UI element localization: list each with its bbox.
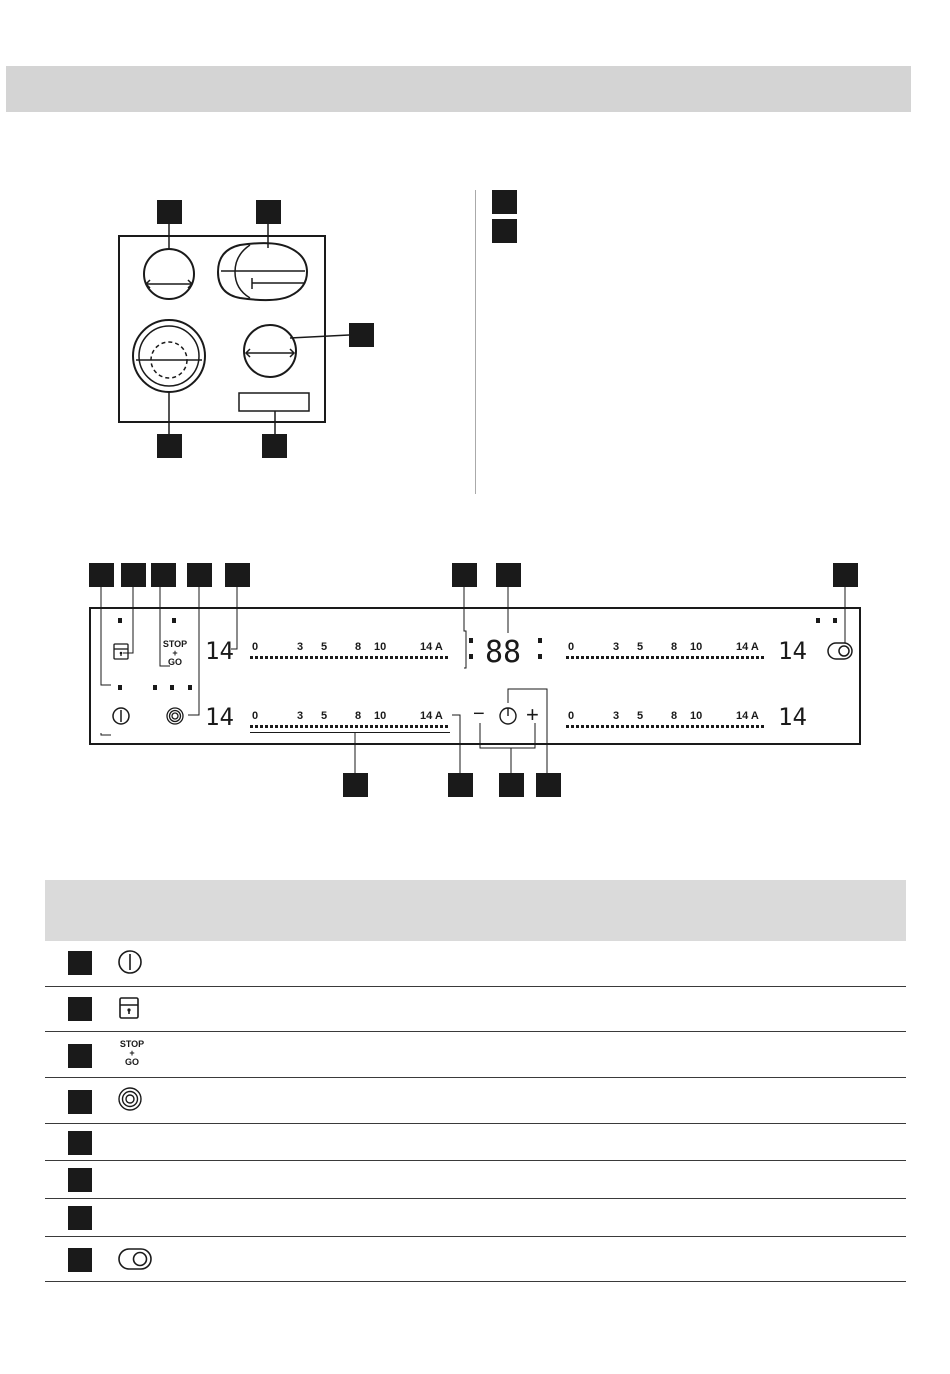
power-display-bottom-left: 14 — [205, 703, 234, 731]
scale-0: 0 — [252, 641, 259, 653]
timer-minus: − — [473, 703, 485, 725]
table-row — [45, 1199, 906, 1237]
power-display-bottom-right: 14 — [778, 703, 807, 731]
table-row — [45, 1237, 906, 1282]
hob-layout-drawing — [100, 190, 400, 470]
column-divider — [475, 190, 476, 494]
zone-bottom-right — [244, 325, 296, 377]
table-row — [45, 1032, 906, 1078]
scale-3: 3 — [297, 641, 304, 653]
stop-go-label: STOP + GO — [162, 639, 188, 667]
hob-layout-diagram — [100, 190, 400, 470]
toggle-icon — [117, 1247, 153, 1276]
callout-box-3 — [349, 323, 374, 347]
timer-plus: + — [526, 702, 539, 727]
zone-top-left — [144, 249, 194, 299]
control-panel-diagram — [88, 563, 863, 803]
slider-bottom-left: 0 3 5 8 10 14 A — [250, 710, 450, 732]
scale-14a: 14 A — [420, 641, 443, 653]
bridge-icon — [117, 1086, 143, 1117]
slider-top-left — [250, 641, 450, 663]
power-display-top-left: 14 — [205, 637, 234, 665]
table-row — [45, 1078, 906, 1124]
legend-box-2 — [492, 219, 517, 243]
table-header — [45, 880, 906, 941]
power-icon — [117, 949, 143, 980]
power-display-top-right: 14 — [778, 637, 807, 665]
callout-box-5 — [262, 434, 287, 458]
table-row — [45, 1161, 906, 1199]
scale-10: 10 — [374, 641, 387, 653]
lock-icon — [117, 996, 141, 1025]
slider-bottom-right: 0 3 5 8 10 14 A — [566, 710, 766, 732]
hob-outline — [119, 236, 325, 422]
table-row — [45, 987, 906, 1032]
scale-8: 8 — [355, 641, 362, 653]
table-row — [45, 941, 906, 987]
callout-box-2 — [256, 200, 281, 224]
timer-display: 88 — [485, 635, 522, 670]
control-panel-outline — [239, 393, 309, 411]
callout-box-1 — [157, 200, 182, 224]
table-row — [45, 1124, 906, 1161]
section-header-bar — [6, 66, 911, 112]
callout-box-4 — [157, 434, 182, 458]
slider-top-right: 0 3 5 8 10 14 A — [566, 641, 766, 663]
zone-bottom-left-outer — [133, 320, 205, 392]
stop-go-icon: STOP + GO — [119, 1039, 145, 1067]
zone-bottom-left-inner — [139, 326, 199, 386]
scale-5: 5 — [321, 641, 328, 653]
legend-box-1 — [492, 190, 517, 214]
control-panel-lines — [88, 563, 863, 803]
